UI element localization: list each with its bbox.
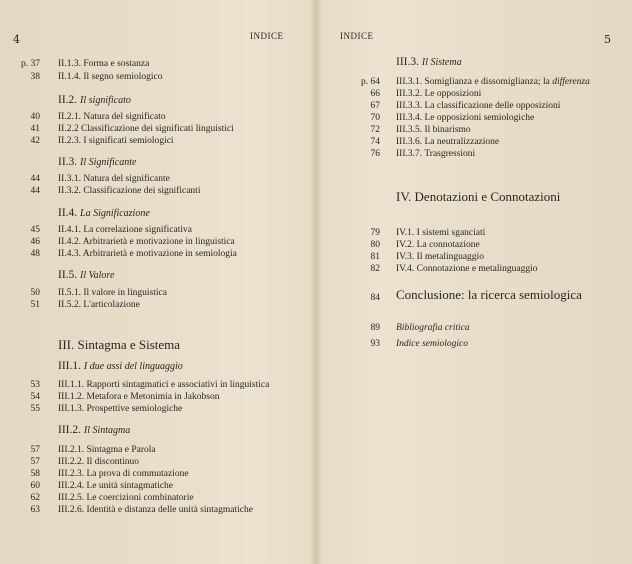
section-heading: III.3. Il Sistema <box>396 56 462 68</box>
chapter-heading: IV. Denotazioni e Connotazioni <box>396 189 561 204</box>
section-heading: III.2. Il Sintagma <box>58 424 131 436</box>
section-heading: II.3. Il Significante <box>58 156 137 168</box>
right-page: INDICE 5 III.3. Il Sistema p. 64 III.3.1. Somiglianza e dissomiglianza; la differenza 66 III.3.2. Le opposizioni 67 III.3.3. La classificazione delle opposizioni 70 III.3.4. Le opposizioni semiologiche 72 III.3.5. Il binarismo 74 III.3.6. La neutralizzazione 76 III.3.7. Trasgressioni IV. Denotazioni e Connotazioni 79 IV.1. I sistemi sganciati 80 IV.2. La connotazione 81 IV.3. Il metalinguaggio 82 IV.4. Connotazione e metalinguaggio 84 Conclusione: la ricerca semiologica 89 Bibliografia critica 93 Indice semiologico <box>340 31 611 349</box>
section-heading: II.2. Il significato <box>58 94 131 106</box>
page-number: 5 <box>604 33 611 46</box>
page-number: 4 <box>13 33 20 46</box>
running-head: INDICE <box>250 31 284 41</box>
chapter-heading: III. Sintagma e Sistema <box>58 337 181 352</box>
running-head: INDICE <box>340 31 374 41</box>
section-heading: III.1. I due assi del linguaggio <box>58 360 183 372</box>
section-heading: II.5. Il Valore <box>58 269 115 281</box>
chapter-heading: Conclusione: la ricerca semiologica <box>396 287 582 302</box>
left-page: 4 INDICE p. 37 II.1.3. Forma e sostanza 38 II.1.4. Il segno semiologico II.2. Il significato 40 II.2.1. Natura del significato 41 II.2.2 Classificazione dei significati linguistici 42 II.2.3. I significati semiologici II.3. Il Significante 44 II.3.1. Natura del significante 44 II.3.2. Classificazione dei significanti II.4. La Significazione 45 II.4.1. La correlazione significativa 46 II.4.2. Arbitrarietà e motivazione in linguistica 48 II.4.3. Arbitrarietà e motivazione in semiologia II.5. Il Valore 50 II.5.1. Il valore in linguistica 51 II.5.2. L'articolazione III. Sintagma e Sistema III.1. I due assi del linguaggio 53 III.1.1. Rapporti sintagmatici e associativi in linguistica 54 III.1.2. Metafora e Metonimia in Jakobson 55 III.1.3. Prospettive semiologiche III.2. Il Sintagma 57 III.2.1. Sintagma e Parola 57 III.2.2. Il discontinuo 58 III.2.3. La prova di commutazione 60 III.2.4. Le unità sintagmatiche 62 III.2.5. Le coercizioni combinatorie 63 III.2.6. Identità e distanza delle unità sintagmatiche <box>13 31 284 515</box>
section-heading: II.4. La Significazione <box>58 207 150 219</box>
